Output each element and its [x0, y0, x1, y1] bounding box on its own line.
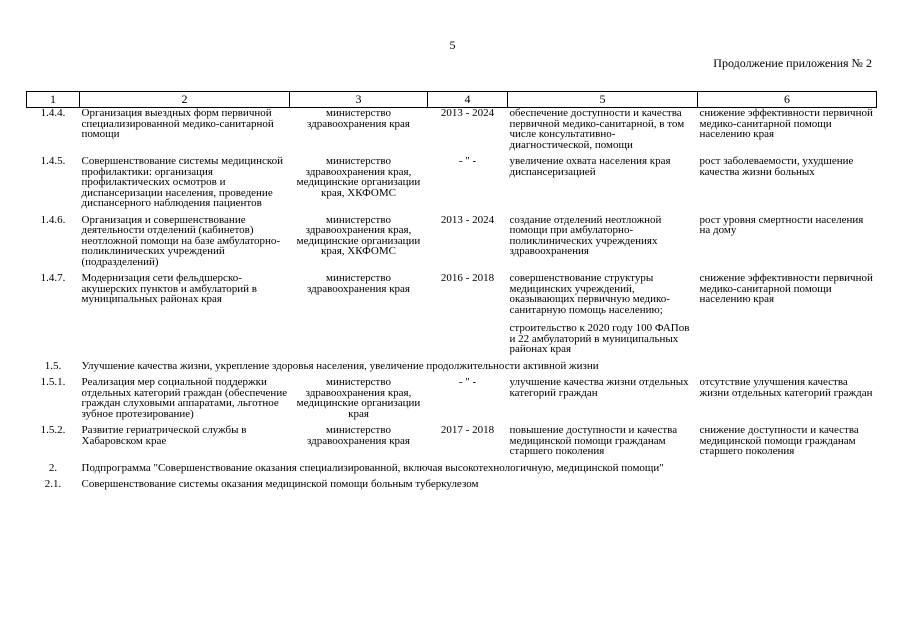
section-row: [27, 463, 877, 480]
measure-name: Совершенствование системы медицинской профилактики: организация профилактических осмотров и диспансеризации населения, проведение диспансерного наблюдения пациентов: [81, 155, 284, 209]
header-col-1: 1: [27, 92, 80, 108]
period: - " -: [458, 376, 477, 388]
result-text: обеспечение доступности и качества первичной медико-санитарной, в том числе консультативно-диагностической, помощи: [509, 107, 685, 151]
section-title: Совершенствование системы оказания медицинской помощи больным туберкулезом: [81, 478, 479, 490]
executor: министерство здравоохранения края, медицинские организации края, ХКФОМС: [296, 155, 421, 199]
expected-result: [508, 425, 698, 463]
expected-result: [508, 108, 698, 157]
section-row: [27, 361, 877, 378]
period: 2013 - 2024: [440, 107, 495, 119]
expected-result: [508, 377, 698, 425]
expected-result: [508, 215, 698, 274]
measure-name: Организация и совершенствование деятельности отделений (кабинетов) неотложной помощи на базе амбулаторно-поликлинических учреждений (подразделений): [81, 213, 281, 268]
executor: министерство здравоохранения края: [307, 272, 410, 295]
consequence: рост уровня смертности населения на дому: [699, 213, 864, 236]
row-number: 1.4.7.: [40, 272, 66, 284]
row-number: 1.5.1.: [40, 376, 66, 388]
measure-name: Организация выездных форм первичной специализированной медико-санитарной помощи: [81, 107, 274, 140]
period: - " -: [458, 155, 477, 167]
table-row: [27, 108, 877, 157]
measure-name: Реализация мер социальной поддержки отдельных категорий граждан (обеспечение граждан слуховыми аппаратами, льготное зубное протезирование): [81, 376, 288, 420]
section-number: 1.5.: [44, 359, 62, 372]
row-number: 1.5.2.: [40, 424, 66, 436]
executor: министерство здравоохранения края, медицинские организации края: [296, 376, 421, 420]
table-row: [27, 215, 877, 274]
consequence: снижение эффективности первичной медико-санитарной помощи населению края: [699, 272, 873, 305]
executor: министерство здравоохранения края, медицинские организации края, ХКФОМС: [296, 213, 421, 257]
page-number: 5: [449, 38, 456, 52]
appendix-continuation: Продолжение приложения № 2: [713, 56, 872, 70]
table-row: [27, 425, 877, 463]
result-text: улучшение качества жизни отдельных категорий граждан: [509, 376, 689, 399]
section-number: 2.: [48, 461, 58, 474]
result-text: создание отделений неотложной помощи при амбулаторно-поликлинических учреждениях здравоохранения: [509, 213, 662, 257]
table-row: [27, 156, 877, 215]
header-col-6: 6: [698, 92, 877, 108]
row-number: 1.4.6.: [40, 213, 66, 226]
header-col-5: 5: [508, 92, 698, 108]
period: 2013 - 2024: [440, 213, 495, 226]
row-number: 1.4.4.: [40, 107, 66, 119]
result-text: строительство к 2020 году 100 ФАПов и 22 амбулаторий в муниципальных районах края: [509, 322, 690, 355]
program-table: [26, 91, 877, 496]
header-col-2: 2: [80, 92, 290, 108]
consequence: рост заболеваемости, ухудшение качества жизни больных: [699, 155, 854, 178]
header-col-4: 4: [428, 92, 508, 108]
section-row: [27, 479, 877, 496]
consequence: снижение эффективности первичной медико-санитарной помощи населению края: [699, 107, 873, 140]
consequence: снижение доступности и качества медицинской помощи гражданам старшего поколения: [699, 424, 859, 457]
consequence: отсутствие улучшения качества жизни отдельных категорий граждан: [699, 376, 873, 399]
section-number: 2.1.: [44, 478, 62, 490]
table-row: [27, 273, 877, 361]
section-title: Подпрограмма "Совершенствование оказания специализированной, включая высокотехнологичную, медицинской помощи": [81, 461, 664, 474]
result-text: увеличение охвата населения края диспансеризацией: [509, 155, 671, 178]
executor: министерство здравоохранения края: [307, 424, 410, 447]
measure-name: Развитие гериатрической службы в Хабаровском крае: [81, 424, 247, 447]
table-header: [27, 92, 877, 108]
measure-name: Модернизация сети фельдшерско-акушерских пунктов и амбулаторий в муниципальных районах края: [81, 272, 258, 305]
row-number: 1.4.5.: [40, 155, 66, 167]
result-text: повышение доступности и качества медицинской помощи гражданам старшего поколения: [509, 424, 678, 457]
result-text: совершенствование структуры медицинских учреждений, оказывающих первичную медико-санитарную помощь населению;: [509, 272, 670, 316]
section-title: Улучшение качества жизни, укрепление здоровья населения, увеличение продолжительности активной жизни: [81, 359, 599, 372]
header-col-3: 3: [290, 92, 428, 108]
period: 2017 - 2018: [440, 424, 495, 436]
expected-result: [508, 273, 698, 361]
expected-result: [508, 156, 698, 215]
period: 2016 - 2018: [440, 272, 495, 284]
table-row: [27, 377, 877, 425]
executor: министерство здравоохранения края: [307, 107, 410, 130]
